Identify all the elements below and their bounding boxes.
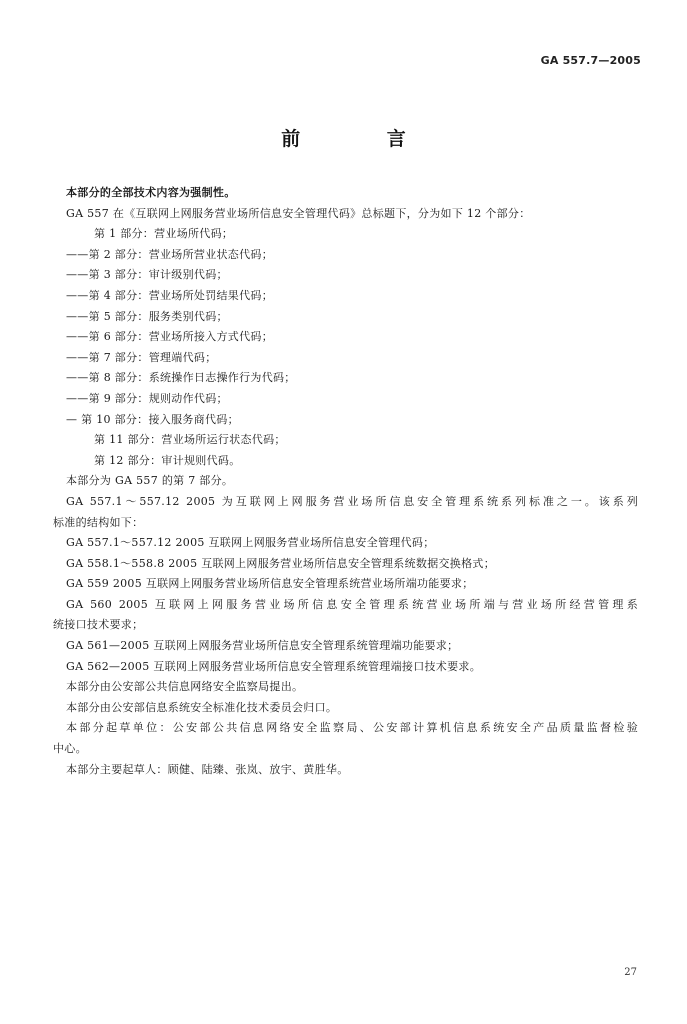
body-line: 本部分起草单位：公安部公共信息网络安全监察局、公安部计算机信息系统安全产品质量监督检验 — [66, 721, 638, 735]
body-line: ——第 4 部分：营业场所处罚结果代码； — [66, 288, 273, 302]
body-line: ——第 8 部分：系统操作日志操作行为代码； — [66, 371, 296, 385]
body-line: 本部分由公安部信息系统安全标准化技术委员会归口。 — [66, 700, 338, 714]
body-line: GA 557.1～557.12 2005 互联网上网服务营业场所信息安全管理代码； — [66, 536, 435, 550]
body-line: 本部分为 GA 557 的第 7 部分。 — [66, 474, 234, 488]
body-line: 第 12 部分：审计规则代码。 — [94, 453, 241, 467]
body-line: ——第 3 部分：审计级别代码； — [66, 268, 228, 282]
body-line: 本部分的全部技术内容为强制性。 — [66, 186, 236, 199]
body-line: GA 559 2005 互联网上网服务营业场所信息安全管理系统营业场所端功能要求； — [66, 577, 474, 591]
body-line: 统接口技术要求； — [53, 618, 144, 632]
body-line: — 第 10 部分：接入服务商代码； — [66, 412, 239, 426]
body-line: GA 562—2005 互联网上网服务营业场所信息安全管理系统管理端接口技术要求。 — [66, 659, 482, 673]
body-line: ——第 5 部分：服务类别代码； — [66, 309, 228, 323]
body-line: 中心。 — [53, 742, 87, 756]
body-line: 标准的结构如下： — [53, 515, 144, 529]
body-line: GA 560 2005 互联网上网服务营业场所信息安全管理系统营业场所端与营业场所经营管理系 — [66, 597, 638, 611]
body-line: GA 558.1～558.8 2005 互联网上网服务营业场所信息安全管理系统数据交换格式； — [66, 556, 495, 570]
body-line: 第 11 部分：营业场所运行状态代码； — [94, 433, 286, 447]
body-line: ——第 6 部分：营业场所接入方式代码； — [66, 330, 273, 344]
page-title: 前 言 — [281, 128, 446, 150]
document-body — [53, 183, 646, 780]
page-number: 27 — [624, 967, 637, 978]
body-line: GA 557.1～557.12 2005 为互联网上网服务营业场所信息安全管理系统系列标准之一。该系列 — [66, 494, 638, 508]
body-line: 第 1 部分：营业场所代码； — [94, 227, 234, 241]
body-line: 本部分由公安部公共信息网络安全监察局提出。 — [66, 680, 304, 694]
body-line: GA 561—2005 互联网上网服务营业场所信息安全管理系统管理端功能要求； — [66, 639, 459, 653]
body-line: 本部分主要起草人：顾健、陆臻、张岚、放宇、黄胜华。 — [66, 762, 349, 776]
body-line: ——第 7 部分：管理端代码； — [66, 350, 217, 364]
standard-code: GA 557.7—2005 — [540, 54, 641, 67]
body-line: ——第 9 部分：规则动作代码； — [66, 391, 228, 405]
body-line: ——第 2 部分：营业场所营业状态代码； — [66, 247, 273, 261]
body-line: GA 557 在《互联网上网服务营业场所信息安全管理代码》总标题下，分为如下 12 个部分： — [66, 206, 531, 220]
